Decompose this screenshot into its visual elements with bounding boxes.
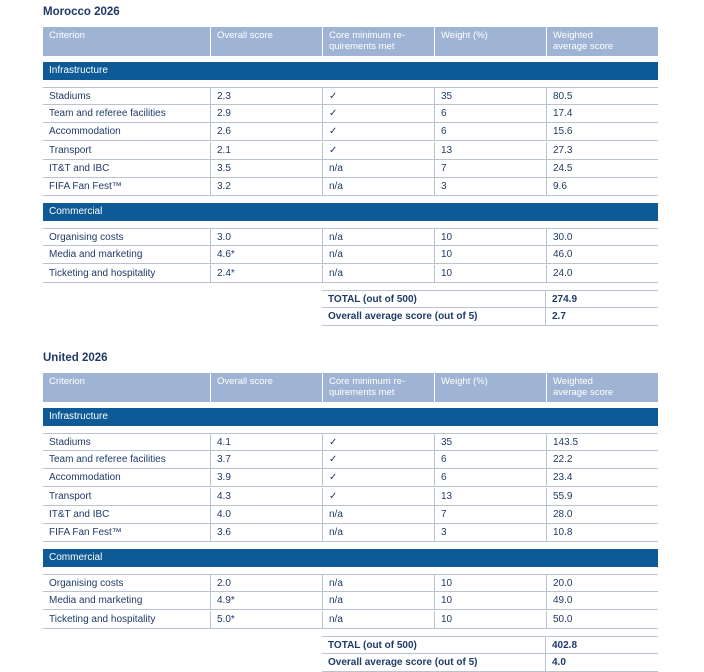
- criterion-cell: Media and marketing: [49, 595, 143, 607]
- total-value: 2.7: [545, 308, 658, 325]
- criterion-cell: Media and marketing: [49, 249, 143, 261]
- core-requirements-cell: n/a: [322, 524, 434, 541]
- score-cell: 2.4*: [210, 265, 322, 282]
- group-band: Infrastructure: [43, 62, 658, 80]
- table-row: [43, 178, 658, 196]
- weight-cell: 10: [434, 246, 546, 263]
- table-row: [43, 469, 658, 487]
- core-requirements-cell: ✓: [322, 434, 434, 451]
- weight-cell: 35: [434, 434, 546, 451]
- weight-cell: 6: [434, 123, 546, 140]
- core-requirements-cell: n/a: [322, 229, 434, 246]
- criterion-cell: Stadiums: [49, 91, 91, 102]
- core-requirements-cell: n/a: [322, 246, 434, 263]
- column-header: Core minimum re- quirements met: [322, 373, 434, 402]
- core-requirements-cell: n/a: [322, 265, 434, 282]
- table-row: [43, 265, 658, 283]
- weight-cell: 13: [434, 142, 546, 159]
- core-requirements-cell: ✓: [322, 105, 434, 122]
- weight-cell: 10: [434, 229, 546, 246]
- score-cell: 4.1: [210, 434, 322, 451]
- criterion-cell: Ticketing and hospitality: [49, 613, 156, 625]
- group-band: Commercial: [43, 549, 658, 567]
- criterion-cell: Ticketing and hospitality: [49, 267, 156, 279]
- weighted-score-cell: 20.0: [546, 575, 658, 592]
- table-row: [43, 592, 658, 610]
- core-requirements-cell: ✓: [322, 469, 434, 486]
- weight-cell: 35: [434, 88, 546, 105]
- criterion-cell: Organising costs: [49, 578, 124, 590]
- total-label: TOTAL (out of 500): [328, 639, 417, 651]
- table-header: [43, 373, 658, 402]
- score-cell: 3.0: [210, 229, 322, 246]
- group-band: Commercial: [43, 203, 658, 221]
- weight-cell: 7: [434, 506, 546, 523]
- column-header: Criterion: [49, 30, 85, 41]
- weighted-score-cell: 24.0: [546, 265, 658, 282]
- criterion-cell: Accommodation: [49, 472, 121, 484]
- score-cell: 3.9: [210, 469, 322, 486]
- weight-cell: 7: [434, 160, 546, 177]
- total-value: 402.8: [545, 637, 658, 654]
- table-row: [43, 433, 658, 451]
- total-row: [322, 308, 658, 326]
- weighted-score-cell: 23.4: [546, 469, 658, 486]
- score-cell: 4.0: [210, 506, 322, 523]
- table-row: [43, 574, 658, 592]
- weighted-score-cell: 30.0: [546, 229, 658, 246]
- score-cell: 2.9: [210, 105, 322, 122]
- table-row: [43, 506, 658, 524]
- core-requirements-cell: n/a: [322, 178, 434, 195]
- total-row: [322, 290, 658, 308]
- criterion-cell: FIFA Fan Fest™: [49, 181, 122, 192]
- criterion-cell: IT&T and IBC: [49, 162, 110, 174]
- weighted-score-cell: 50.0: [546, 611, 658, 628]
- weighted-score-cell: 49.0: [546, 592, 658, 609]
- criterion-cell: Organising costs: [49, 232, 124, 244]
- table-row: [43, 142, 658, 160]
- total-label: Overall average score (out of 5): [328, 311, 478, 322]
- score-cell: 3.2: [210, 178, 322, 195]
- score-cell: 3.6: [210, 524, 322, 541]
- score-cell: 4.9*: [210, 592, 322, 609]
- table-row: [43, 451, 658, 469]
- score-cell: 5.0*: [210, 611, 322, 628]
- criterion-cell: Team and referee facilities: [49, 108, 166, 120]
- column-header: Weight (%): [434, 27, 546, 56]
- weight-cell: 3: [434, 524, 546, 541]
- column-header: Weight (%): [434, 373, 546, 402]
- weighted-score-cell: 55.9: [546, 488, 658, 505]
- core-requirements-cell: n/a: [322, 575, 434, 592]
- weighted-score-cell: 15.6: [546, 123, 658, 140]
- core-requirements-cell: ✓: [322, 142, 434, 159]
- weighted-score-cell: 27.3: [546, 142, 658, 159]
- criterion-cell: Accommodation: [49, 126, 121, 138]
- total-row: [322, 654, 658, 672]
- weight-cell: 10: [434, 265, 546, 282]
- total-label: TOTAL (out of 500): [328, 293, 417, 305]
- total-value: 4.0: [545, 654, 658, 671]
- criterion-cell: FIFA Fan Fest™: [49, 527, 122, 538]
- weighted-score-cell: 143.5: [546, 434, 658, 451]
- total-value: 274.9: [545, 291, 658, 308]
- core-requirements-cell: ✓: [322, 488, 434, 505]
- core-requirements-cell: ✓: [322, 451, 434, 468]
- column-header: Weighted average score: [546, 27, 658, 56]
- table-row: [43, 123, 658, 141]
- score-cell: 2.0: [210, 575, 322, 592]
- core-requirements-cell: ✓: [322, 123, 434, 140]
- column-header: Criterion: [49, 376, 85, 387]
- score-cell: 2.3: [210, 88, 322, 105]
- section-title: United 2026: [43, 352, 108, 364]
- weight-cell: 6: [434, 105, 546, 122]
- weight-cell: 10: [434, 611, 546, 628]
- weighted-score-cell: 9.6: [546, 178, 658, 195]
- table-row: [43, 524, 658, 542]
- score-cell: 4.6*: [210, 246, 322, 263]
- column-header: Weighted average score: [546, 373, 658, 402]
- weighted-score-cell: 46.0: [546, 246, 658, 263]
- table-row: [43, 228, 658, 246]
- weighted-score-cell: 17.4: [546, 105, 658, 122]
- table-row: [43, 611, 658, 629]
- table-row: [43, 87, 658, 105]
- weight-cell: 3: [434, 178, 546, 195]
- table-row: [43, 160, 658, 178]
- total-label: Overall average score (out of 5): [328, 657, 478, 668]
- criterion-cell: Transport: [49, 144, 92, 156]
- total-row: [322, 636, 658, 654]
- core-requirements-cell: ✓: [322, 88, 434, 105]
- core-requirements-cell: n/a: [322, 592, 434, 609]
- weighted-score-cell: 28.0: [546, 506, 658, 523]
- score-cell: 2.1: [210, 142, 322, 159]
- criterion-cell: IT&T and IBC: [49, 508, 110, 520]
- score-cell: 4.3: [210, 488, 322, 505]
- group-band: Infrastructure: [43, 408, 658, 426]
- weight-cell: 6: [434, 469, 546, 486]
- score-cell: 3.7: [210, 451, 322, 468]
- weighted-score-cell: 24.5: [546, 160, 658, 177]
- core-requirements-cell: n/a: [322, 160, 434, 177]
- weighted-score-cell: 22.2: [546, 451, 658, 468]
- criterion-cell: Transport: [49, 490, 92, 502]
- score-cell: 3.5: [210, 160, 322, 177]
- score-cell: 2.6: [210, 123, 322, 140]
- weighted-score-cell: 10.8: [546, 524, 658, 541]
- core-requirements-cell: n/a: [322, 506, 434, 523]
- weight-cell: 10: [434, 575, 546, 592]
- column-header: Overall score: [210, 27, 322, 56]
- weight-cell: 13: [434, 488, 546, 505]
- weighted-score-cell: 80.5: [546, 88, 658, 105]
- weight-cell: 6: [434, 451, 546, 468]
- table-row: [43, 105, 658, 123]
- core-requirements-cell: n/a: [322, 611, 434, 628]
- column-header: Core minimum re- quirements met: [322, 27, 434, 56]
- table-header: [43, 27, 658, 56]
- weight-cell: 10: [434, 592, 546, 609]
- criterion-cell: Team and referee facilities: [49, 454, 166, 466]
- section-title: Morocco 2026: [43, 6, 120, 18]
- column-header: Overall score: [210, 373, 322, 402]
- table-row: [43, 488, 658, 506]
- criterion-cell: Stadiums: [49, 437, 91, 448]
- table-row: [43, 246, 658, 264]
